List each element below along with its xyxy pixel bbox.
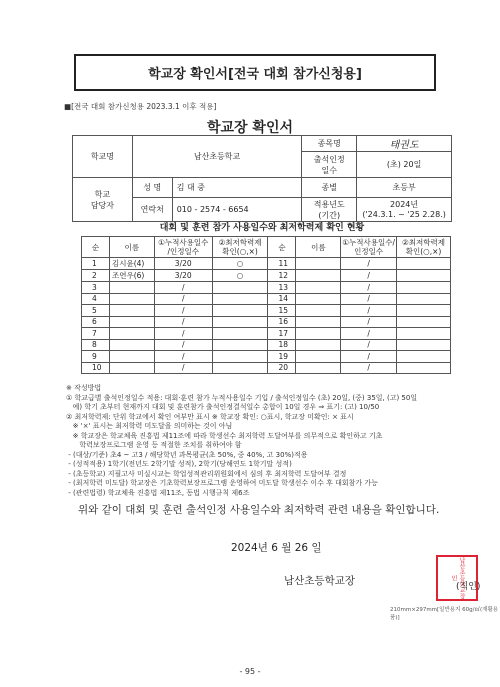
official-seal [436,555,481,601]
participants-table [81,236,451,374]
table-row [82,270,451,282]
table-header-row [82,237,451,258]
table-cell [296,328,341,340]
name-label: 성 명 [132,178,172,198]
instruction-line: - (성적적용) 1학기(전년도 2학기말 성적), 2학기(당해연도 1학기말 성적) [66,460,292,468]
table-cell [296,293,341,305]
table-cell: / [341,282,397,294]
table-cell [397,270,451,282]
page-number: - 95 - [239,667,261,676]
seal-text: 남산초등학교장인 [450,557,465,599]
table-cell: / [341,328,397,340]
table-cell: 16 [268,316,296,328]
table-cell: 3/20 [154,258,212,270]
instruction-line: - (관련법령) 학교체육 진흥법 제11조, 동법 시행규칙 제6조 [66,488,250,497]
table-cell: / [154,362,212,374]
table-cell: 1 [82,258,110,270]
table-cell [212,328,268,340]
table-cell: / [154,305,212,317]
table-cell: 김시윤(4) [109,258,154,270]
table-cell: 14 [268,293,296,305]
column-header: ②최저학력제 확인(○,×) [397,237,451,258]
table-cell: 12 [268,270,296,282]
table-cell [212,339,268,351]
document-title: 학교장 확인서 [206,120,294,136]
table-cell: / [341,258,397,270]
table-cell: 13 [268,282,296,294]
division-value: 초등부 [357,178,452,198]
writing-instructions [66,384,466,498]
document-header-box [74,54,436,91]
table-row [82,362,451,374]
table-cell [109,316,154,328]
column-header: ①누적사용일수 /인정일수 [154,237,212,258]
instruction-line: ※ 작성방법 [66,384,102,392]
school-label: 학교명 [73,136,133,178]
column-header: ②최저학력제 확인(○,×) [212,237,268,258]
table-cell [212,282,268,294]
contact-value: 010 - 2574 - 6654 [172,198,302,222]
table-cell [296,282,341,294]
table-cell [397,293,451,305]
table-cell [109,351,154,363]
table-cell: / [341,270,397,282]
table-cell: 10 [82,362,110,374]
table-cell: / [154,316,212,328]
table-cell [397,362,451,374]
instruction-line: 예) 학기 초부터 현재까지 대회 및 훈련참가 출석인정결석일수 총합이 10일 경우 ⇒ 표기: (고) 10/50 [66,403,380,411]
table-cell: ○ [212,258,268,270]
table-cell [212,293,268,305]
table-cell [109,293,154,305]
name-value: 김 대 중 [172,178,302,198]
status-section-title: 대회 및 훈련 참가 사용일수와 최저학력제 확인 현황 [159,223,365,233]
table-cell: 6 [82,316,110,328]
table-cell [397,339,451,351]
header-title: 학교장 확인서[전국 대회 참가신청용] [148,67,362,82]
table-cell [397,258,451,270]
table-cell [109,362,154,374]
period-label: 적용년도 (기간) [302,198,357,222]
attend-label: 출석인정 일수 [302,152,357,178]
table-row [82,328,451,340]
school-value: 남산초등학교 [132,136,302,178]
table-cell: 15 [268,305,296,317]
table-cell: / [341,351,397,363]
event-label: 종목명 [302,136,357,152]
table-cell [109,328,154,340]
table-cell: / [154,328,212,340]
period-value: 2024년 ('24.3.1. ~ '25 2.28.) [357,198,452,222]
table-cell: / [341,362,397,374]
table-cell: / [154,282,212,294]
table-cell [397,328,451,340]
table-cell: / [154,293,212,305]
table-cell [296,351,341,363]
signature-date: 2024년 6 월 26 일 [231,542,322,554]
table-cell: / [341,316,397,328]
table-cell: / [341,305,397,317]
paper-spec-footer: 210mm×297mm[일반용지 60g/㎡(재활용품)] [390,607,499,621]
table-cell [109,339,154,351]
table-row [82,351,451,363]
instruction-line: - (대상/기준) 초4 ~ 고3 / 해당학년 과목평균(초 50%, 중 40%, 고 30%)적용 [66,450,308,459]
table-cell: ○ [212,270,268,282]
column-header: 순 [82,237,110,258]
table-cell: / [154,339,212,351]
instruction-line: - (최저학력 미도달) 학교장은 기초학력보장프로그램 운영하여 미도달 학생선수 이수 후 대회참가 가능 [66,479,378,487]
school-info-table [72,135,452,222]
table-cell [212,305,268,317]
table-cell [212,316,268,328]
table-cell [296,258,341,270]
table-row [82,305,451,317]
table-cell: 5 [82,305,110,317]
column-header: ①누적사용일수/ 인정일수 [342,238,396,256]
table-cell [397,316,451,328]
table-row [82,316,451,328]
application-note: ■[전국 대회 참가신청용 2023.3.1 이후 적용] [64,102,217,111]
instruction-line: 학력보장프로그램 운영 등 적절한 조치를 취하여야 함 [66,441,242,449]
attend-value: (초) 20일 [357,152,452,178]
column-header: 이름 [296,237,341,258]
table-cell [296,316,341,328]
instruction-line: ※ '×' 표시는 최저학력 미도달을 의미하는 것이 아님 [66,422,233,430]
table-row [82,339,451,351]
table-cell: 11 [268,258,296,270]
table-cell: 7 [82,328,110,340]
table-cell [296,270,341,282]
contact-label: 연락처 [132,198,172,222]
table-cell: 8 [82,339,110,351]
table-cell: 3/20 [154,270,212,282]
table-cell: 3 [82,282,110,294]
column-header: 이름 [109,237,154,258]
table-cell: 18 [268,339,296,351]
table-cell [397,351,451,363]
table-cell [109,282,154,294]
table-cell: 19 [268,351,296,363]
table-row [82,293,451,305]
table-cell [212,351,268,363]
table-cell [109,305,154,317]
table-cell: 2 [82,270,110,282]
table-cell: 17 [268,328,296,340]
table-row [82,282,451,294]
table-cell: 20 [268,362,296,374]
table-cell: / [341,339,397,351]
instruction-line: ※ 학교장은 학교체육 진흥법 제11조에 따라 학생선수 최저학력 도달여부를 의무적으로 확인하고 기초 [66,431,383,440]
event-value: 태권도 [357,136,452,152]
table-row [82,258,451,270]
table-cell [296,362,341,374]
table-cell: / [154,351,212,363]
manager-label: 학교 담당자 [73,178,133,222]
confirmation-statement: 위와 같이 대회 및 훈련 출석인정 사용일수와 최저학력 관련 내용을 확인합니다. [78,504,440,516]
division-label: 종별 [302,178,357,198]
table-cell: 조연우(6) [109,270,154,282]
table-cell: / [341,293,397,305]
principal-signature: 남산초등학교장 [284,575,356,587]
column-header: 순 [268,237,296,258]
instruction-line: - (초등학교) 지필고사 미실시교는 학업성적관리위원회에서 심의 후 최저학력 도달여부 결정 [66,469,347,478]
table-cell: 9 [82,351,110,363]
table-cell: 4 [82,293,110,305]
table-cell [296,339,341,351]
seal-label: (직인) [456,582,481,592]
table-cell [212,362,268,374]
table-cell [397,282,451,294]
instruction-line: ② 최저학력제: 단위 학교에서 확인 여부만 표시 ※ 학교장 확인: ○표시, 학교장 미확인: × 표시 [66,412,354,421]
table-cell [397,305,451,317]
table-cell [296,305,341,317]
instruction-line: ① 학교급별 출석인정일수 적용: 대회·훈련 참가 누적사용일수 기입 / 출석인정일수 (초) 20일, (중) 35일, (고) 50일 [66,393,418,402]
